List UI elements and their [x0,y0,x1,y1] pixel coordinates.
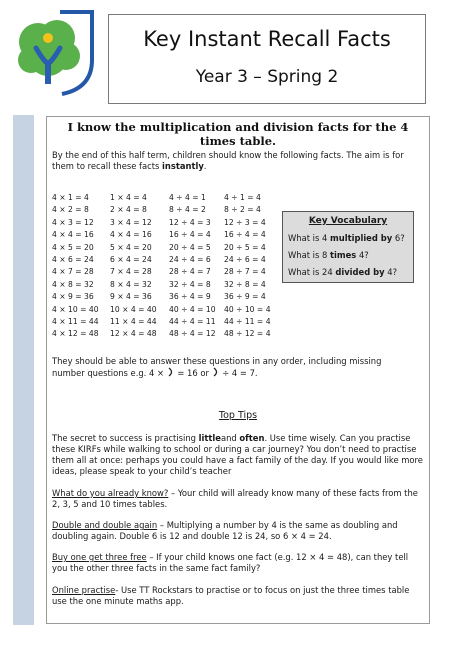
page-title: Key Instant Recall Facts [143,27,391,51]
vocab-q3-pre: What is 24 [288,267,336,277]
fact-cell: 28 ÷ 7 = 4 [224,267,266,277]
key-vocabulary-box [282,211,414,283]
intro-end: . [203,161,207,171]
missing-number-icon [167,367,175,377]
fact-cell: 11 × 4 = 44 [110,317,157,326]
vocab-q3-post: 4? [384,267,398,277]
tip1-text-a: The secret to success is practising [52,433,199,443]
fact-cell: 20 ÷ 5 = 4 [224,242,266,252]
fact-cell: 4 × 6 = 24 [52,255,94,264]
fact-cell: 4 × 3 = 12 [52,217,94,227]
fact-cell: 2 × 4 = 8 [110,205,147,215]
fact-cell: 40 ÷ 4 = 10 [169,304,216,314]
fact-cell: 8 × 4 = 32 [110,279,152,289]
tip-text: – If your child knows one fact (e.g. 12 × 4 = 48), can they tell you the other three facts in the same fact family? [52,552,409,573]
vocabulary-question [288,233,405,243]
tip-paragraph [52,433,424,477]
tip-heading: What do you already know? [52,488,169,498]
vocab-q2-term: times [330,250,357,260]
tip-paragraph [52,552,424,574]
fact-cell: 36 ÷ 4 = 9 [169,292,211,302]
fact-cell: 4 × 7 = 28 [52,267,94,277]
note-suffix: ÷ 4 = 7. [219,368,258,378]
section-heading: I know the multiplication and division facts for the 4 times table. [67,120,409,148]
school-logo [8,8,98,98]
fact-cell: 32 ÷ 8 = 4 [224,279,266,289]
tip1-text-d: . Use time wisely. Can you practise these KIRFs while walking to school or during a car journey? You don’t need to practise them all at once: perhaps you could have a fact family of the day. If you would like more ideas, please speak to your child’s teacher [52,433,423,476]
note-line-1: They should be able to answer these questions in any order, including missing [52,356,382,366]
decorative-side-bar [13,115,34,625]
fact-cell: 12 ÷ 3 = 4 [224,217,266,227]
tip-text: - Use TT Rockstars to practise or to focus on just the three times table use the one minute maths app. [52,585,410,606]
vocab-q1-pre: What is 4 [288,233,331,243]
vocabulary-question [288,250,369,260]
vocab-q1-term: multiplied by [330,233,393,243]
note-middle: = 16 or [174,368,212,378]
fact-cell: 10 × 4 = 40 [110,304,157,314]
title-banner [108,14,426,104]
intro-paragraph [52,150,422,172]
fact-cell: 4 × 8 = 32 [52,279,94,289]
fact-cell: 20 ÷ 4 = 5 [169,242,211,252]
fact-cell: 4 × 4 = 16 [52,230,94,240]
fact-cell: 32 ÷ 4 = 8 [169,279,211,289]
tip-paragraph [52,585,424,607]
fact-cell: 48 ÷ 12 = 4 [224,329,271,339]
fact-cell: 24 ÷ 6 = 4 [224,255,266,264]
fact-cell: 4 × 9 = 36 [52,292,94,302]
fact-cell: 24 ÷ 4 = 6 [169,255,211,264]
vocabulary-question [288,267,397,277]
tip1-bold-little: little [198,433,221,443]
fact-cell: 4 × 11 = 44 [52,317,99,326]
fact-cell: 4 ÷ 4 = 1 [169,193,206,202]
tip-heading: Double and double again [52,520,158,530]
tip-text: – Your child will already know many of these facts from the 2, 3, 5 and 10 times tables. [52,488,418,509]
fact-cell: 44 ÷ 4 = 11 [169,317,216,326]
tip-heading: Online practise [52,585,116,595]
vocab-q3-term: divided by [335,267,385,277]
tip1-text-c: and [220,433,240,443]
fact-cell: 1 × 4 = 4 [110,193,147,202]
note-line-2 [52,367,424,379]
missing-number-note [52,356,424,379]
page-subtitle: Year 3 – Spring 2 [195,67,339,87]
fact-cell: 8 ÷ 2 = 4 [224,205,261,215]
fact-cell: 5 × 4 = 20 [110,242,152,252]
fact-cell: 4 × 2 = 8 [52,205,89,215]
top-tips-title: Top Tips [218,410,258,421]
fact-cell: 16 ÷ 4 = 4 [169,230,211,240]
facts-table [52,193,277,343]
vocab-q2-post: 4? [356,250,369,260]
vocabulary-title: Key Vocabulary [308,216,388,226]
tip-paragraph [52,488,424,510]
tip-heading: Buy one get three free [52,552,147,562]
tip-paragraph [52,520,424,542]
vocab-q1-post: 6? [392,233,405,243]
intro-emphasis: instantly [162,161,204,171]
fact-cell: 4 × 5 = 20 [52,242,94,252]
fact-cell: 8 ÷ 4 = 2 [169,205,206,215]
fact-cell: 44 ÷ 11 = 4 [224,317,271,326]
fact-cell: 28 ÷ 4 = 7 [169,267,211,277]
fact-cell: 7 × 4 = 28 [110,267,152,277]
tip1-bold-often: often [239,433,265,443]
tip-text: – Multiplying a number by 4 is the same as doubling and doubling again. Double 6 is 12 and double 12 is 24, so 6 × 4 = 24. [52,520,398,541]
note-prefix: number questions e.g. 4 × [52,368,167,378]
fact-cell: 4 × 10 = 40 [52,304,99,314]
vocab-q2-pre: What is 8 [288,250,331,260]
fact-cell: 48 ÷ 4 = 12 [169,329,216,339]
fact-cell: 12 ÷ 4 = 3 [169,217,211,227]
missing-number-icon [212,367,220,377]
fact-cell: 4 × 4 = 16 [110,230,152,240]
fact-cell: 16 ÷ 4 = 4 [224,230,266,240]
fact-cell: 36 ÷ 9 = 4 [224,292,266,302]
fact-cell: 4 × 12 = 48 [52,329,99,339]
fact-cell: 3 × 4 = 12 [110,217,152,227]
fact-cell: 4 ÷ 1 = 4 [224,193,261,202]
fact-cell: 4 × 1 = 4 [52,193,89,202]
intro-text: By the end of this half term, children should know the following facts. The aim is for them to recall these facts [52,150,404,171]
fact-cell: 12 × 4 = 48 [110,329,157,339]
fact-cell: 9 × 4 = 36 [110,292,152,302]
fact-cell: 40 ÷ 10 = 4 [224,304,271,314]
fact-cell: 6 × 4 = 24 [110,255,152,264]
